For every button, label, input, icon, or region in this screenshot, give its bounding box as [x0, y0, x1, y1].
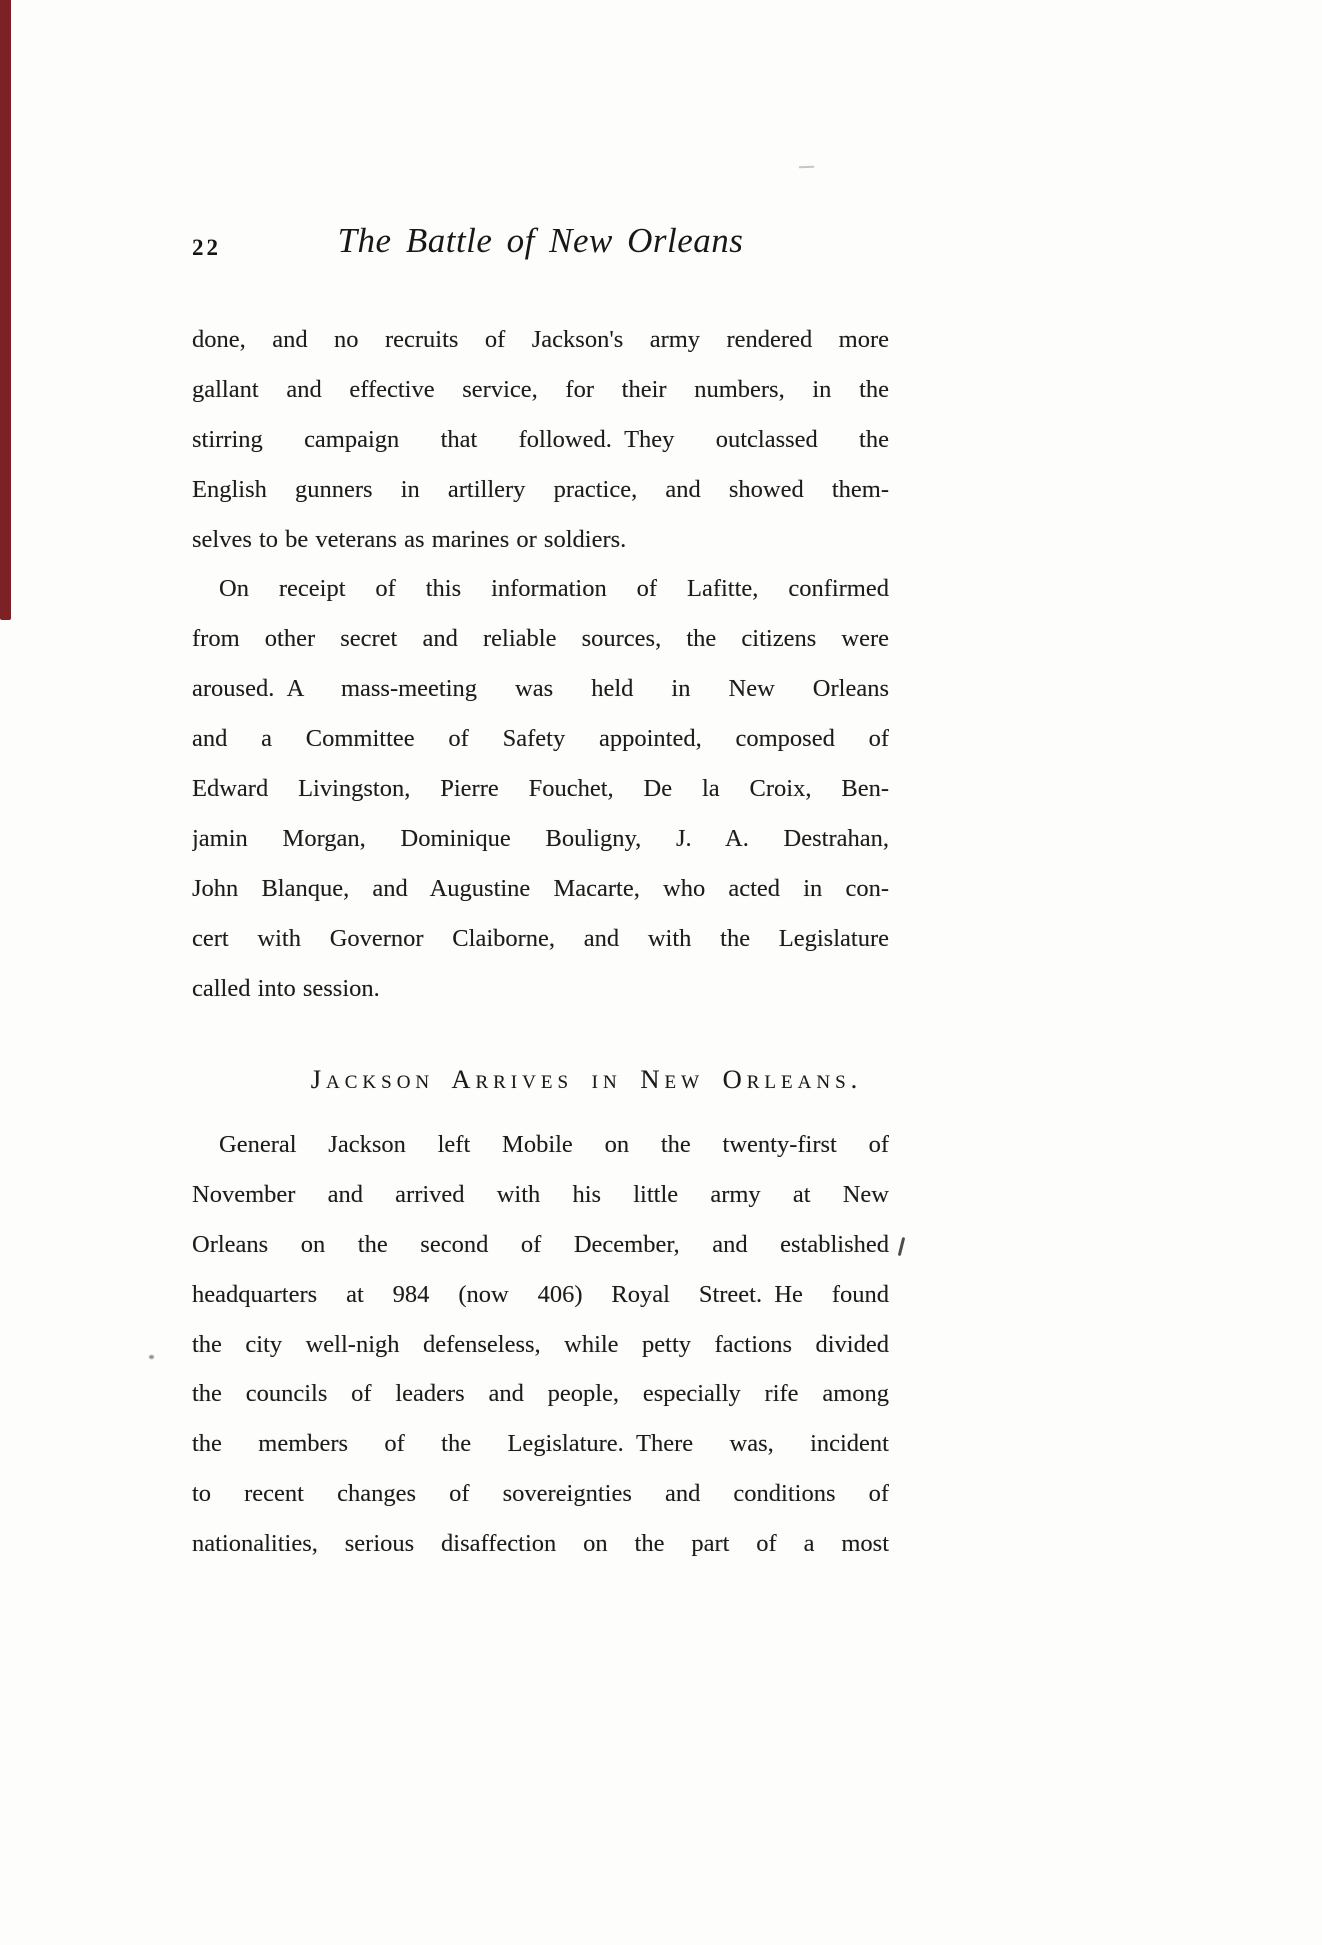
text-line: English gunners in artillery practice, and showed them-	[192, 475, 889, 503]
text-line: John Blanque, and Augustine Macarte, who acted in con-	[192, 874, 889, 902]
text-line: selves to be veterans as marines or soldiers.	[192, 525, 627, 553]
text-line: stirring campaign that followed. They outclassed the	[192, 425, 889, 453]
scan-pen-mark-right-margin	[898, 1237, 905, 1256]
book-spine-stripe	[0, 0, 11, 620]
body-text-upper	[192, 315, 889, 1013]
text-line: the members of the Legislature. There was, incident	[192, 1430, 889, 1458]
scan-speck-bottom-left	[149, 1355, 154, 1359]
text-line: Orleans on the second of December, and established	[192, 1230, 889, 1258]
text-line: the councils of leaders and people, especially rife among	[192, 1380, 889, 1408]
text-line: aroused. A mass-meeting was held in New Orleans	[192, 675, 889, 703]
text-line: gallant and effective service, for their numbers, in the	[192, 375, 889, 403]
text-line: to recent changes of sovereignties and conditions of	[192, 1480, 889, 1508]
page-number: 22	[192, 235, 221, 260]
text-line: cert with Governor Claiborne, and with the Legislature	[192, 924, 889, 952]
text-line: On receipt of this information of Lafitte, confirmed	[219, 575, 889, 603]
scan-speck-top-right	[799, 166, 814, 169]
text-line: done, and no recruits of Jackson's army rendered more	[192, 326, 889, 353]
body-text-lower	[192, 1120, 889, 1569]
text-line: General Jackson left Mobile on the twenty-first of	[219, 1131, 889, 1158]
text-line: the city well-nigh defenseless, while petty factions divided	[192, 1330, 889, 1358]
running-title: The Battle of New Orleans	[337, 221, 744, 260]
text-line: November and arrived with his little army at New	[192, 1180, 889, 1208]
section-heading: Jackson Arrives in New Orleans.	[310, 1064, 863, 1094]
text-line: headquarters at 984 (now 406) Royal Street. He found	[192, 1280, 889, 1308]
text-line: Edward Livingston, Pierre Fouchet, De la Croix, Ben-	[192, 775, 889, 803]
text-line: jamin Morgan, Dominique Bouligny, J. A. Destrahan,	[192, 824, 889, 852]
text-line: and a Committee of Safety appointed, composed of	[192, 725, 889, 753]
text-line: nationalities, serious disaffection on the part of a most	[192, 1530, 889, 1558]
text-line: called into session.	[192, 974, 380, 1002]
text-line: from other secret and reliable sources, the citizens were	[192, 625, 889, 653]
